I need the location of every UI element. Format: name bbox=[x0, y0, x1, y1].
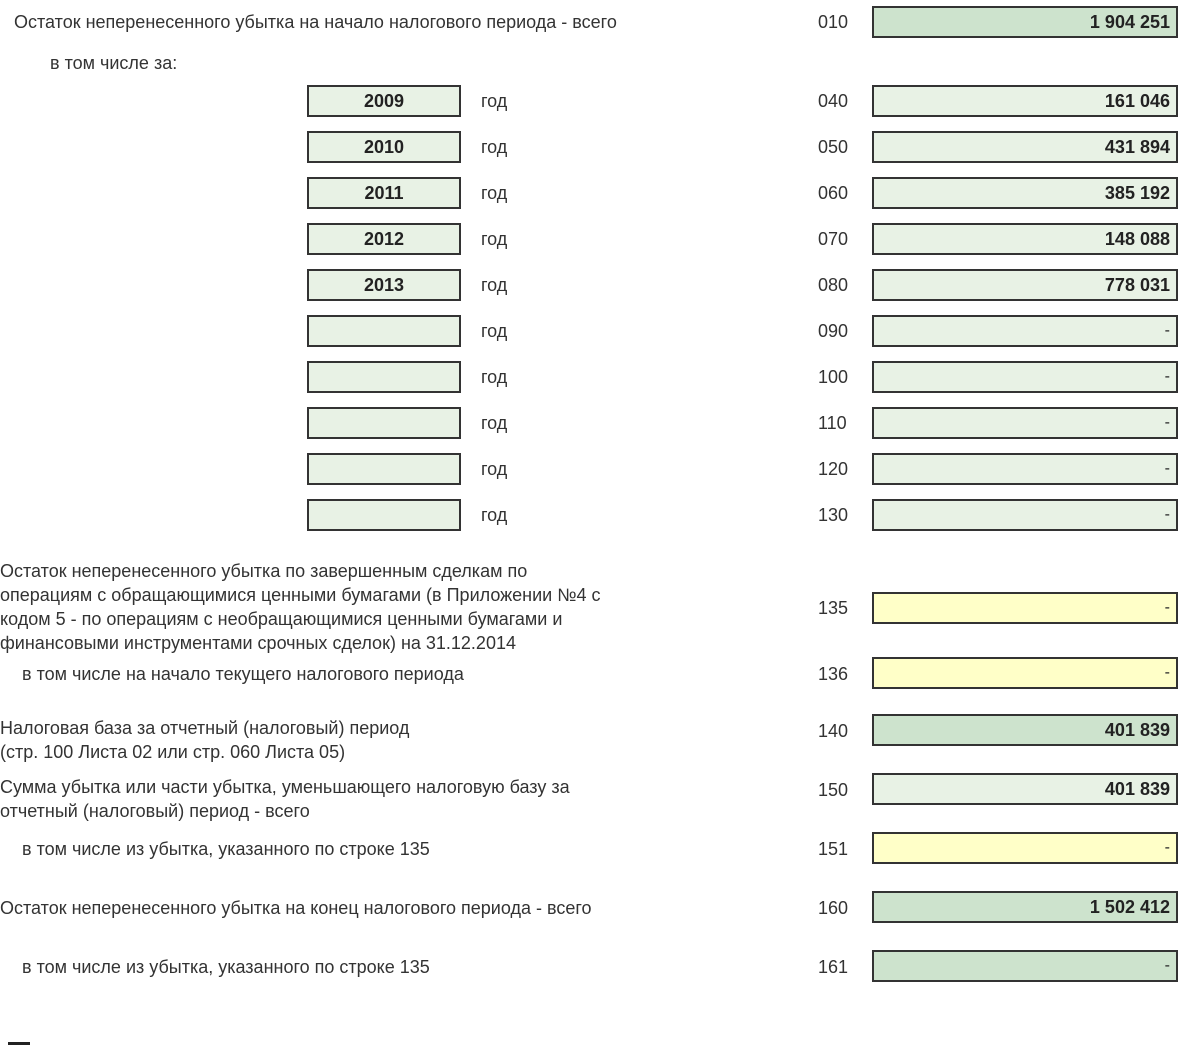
value-field-010[interactable]: 1 904 251 bbox=[872, 6, 1178, 38]
loss-balance-end-label: Остаток неперенесенного убытка на конец налогового периода - всего bbox=[0, 898, 592, 918]
line-code-150: 150 bbox=[818, 780, 849, 800]
line-code-070: 070 bbox=[818, 229, 849, 249]
line-code-130: 130 bbox=[818, 505, 849, 525]
line-code-050: 050 bbox=[818, 137, 849, 157]
current-period-start-label: в том числе на начало текущего налогового периода bbox=[22, 664, 464, 684]
tax-base-label bbox=[0, 716, 760, 764]
value-field-140[interactable]: 401 839 bbox=[872, 714, 1178, 746]
year-unit-label: год bbox=[481, 137, 508, 157]
year-field-110[interactable] bbox=[307, 407, 461, 439]
year-field-070[interactable]: 2012 bbox=[307, 223, 461, 255]
value-field-150[interactable]: 401 839 bbox=[872, 773, 1178, 805]
securities-loss-label bbox=[0, 559, 760, 655]
line-code-151: 151 bbox=[818, 839, 849, 859]
tax-base-label-line: Налоговая база за отчетный (налоговый) период bbox=[0, 718, 410, 738]
loss-reducing-base-label-line: Сумма убытка или части убытка, уменьшающего налоговую базу за bbox=[0, 777, 570, 797]
line-code-135: 135 bbox=[818, 598, 849, 618]
year-unit-label: год bbox=[481, 183, 508, 203]
year-unit-label: год bbox=[481, 91, 508, 111]
value-field-135[interactable]: - bbox=[872, 592, 1178, 624]
line-code-090: 090 bbox=[818, 321, 849, 341]
value-field-100[interactable]: - bbox=[872, 361, 1178, 393]
value-field-080[interactable]: 778 031 bbox=[872, 269, 1178, 301]
loss-balance-start-label: Остаток неперенесенного убытка на начало налогового периода - всего bbox=[14, 12, 617, 32]
securities-loss-label-line: Остаток неперенесенного убытка по завершенным сделкам по bbox=[0, 561, 528, 581]
line-code-040: 040 bbox=[818, 91, 849, 111]
line-code-060: 060 bbox=[818, 183, 849, 203]
value-field-161[interactable]: - bbox=[872, 950, 1178, 982]
line-code-161: 161 bbox=[818, 957, 849, 977]
securities-loss-label-line: кодом 5 - по операциям с необращающимися ценными бумагами и bbox=[0, 609, 563, 629]
value-field-050[interactable]: 431 894 bbox=[872, 131, 1178, 163]
line-code-010: 010 bbox=[818, 12, 849, 32]
line-code-100: 100 bbox=[818, 367, 849, 387]
year-unit-label: год bbox=[481, 229, 508, 249]
including-for-label: в том числе за: bbox=[50, 53, 178, 73]
value-field-160[interactable]: 1 502 412 bbox=[872, 891, 1178, 923]
value-field-130[interactable]: - bbox=[872, 499, 1178, 531]
loss-reducing-base-label bbox=[0, 775, 760, 823]
line-code-140: 140 bbox=[818, 721, 849, 741]
year-field-090[interactable] bbox=[307, 315, 461, 347]
loss-reducing-base-label-line: отчетный (налоговый) период - всего bbox=[0, 801, 310, 821]
value-field-120[interactable]: - bbox=[872, 453, 1178, 485]
year-unit-label: год bbox=[481, 459, 508, 479]
from-line-135-end-label: в том числе из убытка, указанного по строке 135 bbox=[22, 957, 430, 977]
divider-mark bbox=[8, 1042, 30, 1045]
year-unit-label: год bbox=[481, 367, 508, 387]
year-unit-label: год bbox=[481, 413, 508, 433]
tax-base-label-line: (стр. 100 Листа 02 или стр. 060 Листа 05) bbox=[0, 742, 346, 762]
year-field-040[interactable]: 2009 bbox=[307, 85, 461, 117]
value-field-060[interactable]: 385 192 bbox=[872, 177, 1178, 209]
from-line-135-label: в том числе из убытка, указанного по строке 135 bbox=[22, 839, 430, 859]
value-field-040[interactable]: 161 046 bbox=[872, 85, 1178, 117]
year-field-060[interactable]: 2011 bbox=[307, 177, 461, 209]
year-unit-label: год bbox=[481, 275, 508, 295]
line-code-110: 110 bbox=[818, 413, 847, 433]
year-unit-label: год bbox=[481, 321, 508, 341]
year-unit-label: год bbox=[481, 505, 508, 525]
value-field-070[interactable]: 148 088 bbox=[872, 223, 1178, 255]
value-field-090[interactable]: - bbox=[872, 315, 1178, 347]
value-field-151[interactable]: - bbox=[872, 832, 1178, 864]
year-field-050[interactable]: 2010 bbox=[307, 131, 461, 163]
year-field-080[interactable]: 2013 bbox=[307, 269, 461, 301]
line-code-080: 080 bbox=[818, 275, 849, 295]
securities-loss-label-line: операциям с обращающимися ценными бумагами (в Приложении №4 с bbox=[0, 585, 601, 605]
value-field-110[interactable]: - bbox=[872, 407, 1178, 439]
line-code-160: 160 bbox=[818, 898, 849, 918]
value-field-136[interactable]: - bbox=[872, 657, 1178, 689]
year-field-130[interactable] bbox=[307, 499, 461, 531]
year-field-100[interactable] bbox=[307, 361, 461, 393]
year-field-120[interactable] bbox=[307, 453, 461, 485]
line-code-136: 136 bbox=[818, 664, 849, 684]
line-code-120: 120 bbox=[818, 459, 849, 479]
securities-loss-label-line: финансовыми инструментами срочных сделок) на 31.12.2014 bbox=[0, 633, 516, 653]
